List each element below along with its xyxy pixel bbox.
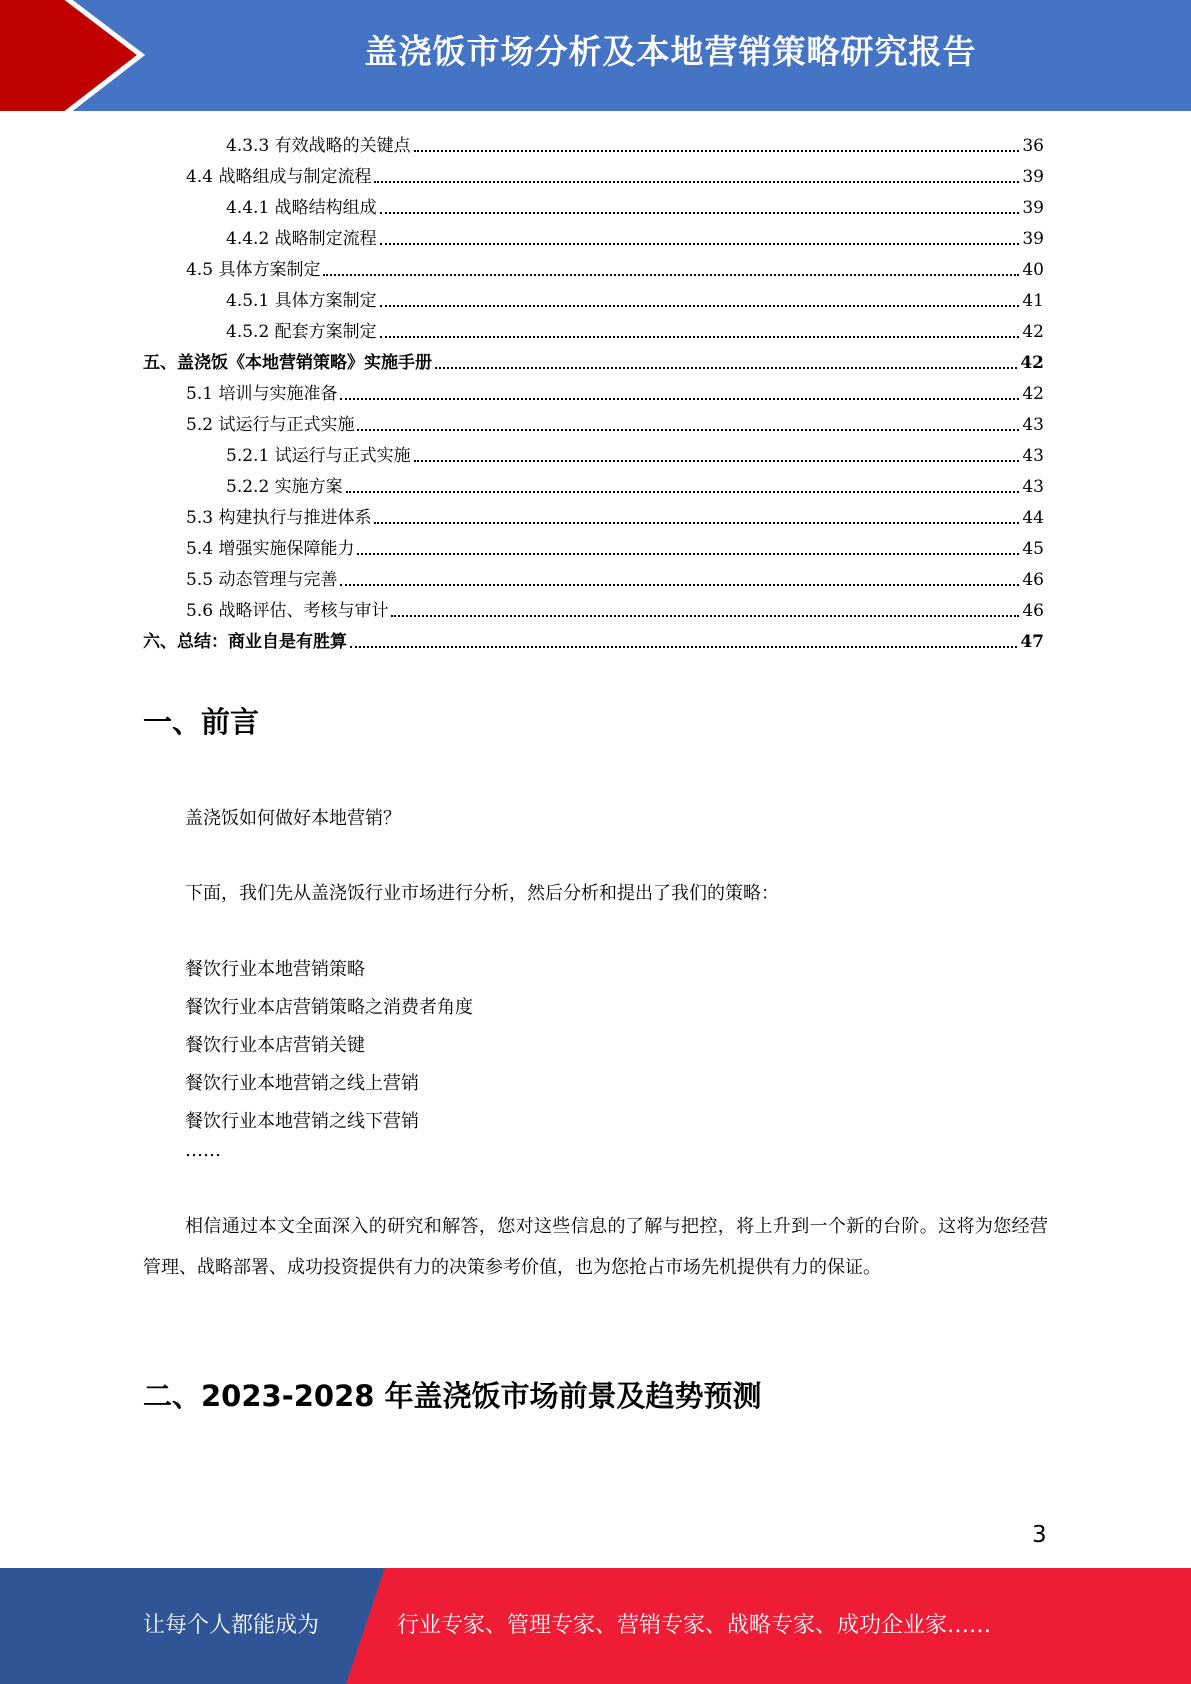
footer-slogan-right: 行业专家、管理专家、营销专家、战略专家、成功企业家…… — [397, 1613, 992, 1638]
toc-entry[interactable] — [226, 133, 1044, 157]
preface-closing: 相信通过本文全面深入的研究和解答，您对这些信息的了解与把控，将上升到一个新的台阶。这将为您经营管理、战略部署、成功投资提供有力的决策参考价值，也为您抢占市场先机提供有力的保证。 — [143, 1216, 1048, 1278]
toc-entry-page: 36 — [1022, 136, 1044, 156]
toc-entry-label: 五、盖浇饭《本地营销策略》实施手册 — [143, 353, 432, 373]
toc-entry-page: 47 — [1020, 632, 1044, 652]
toc-entry-label: 5.2.2 实施方案 — [226, 477, 343, 497]
toc-entry-label: 5.2 试运行与正式实施 — [186, 415, 355, 435]
toc-entry[interactable] — [226, 319, 1044, 343]
page-footer — [0, 1568, 1191, 1684]
chevron-decoration-icon — [0, 0, 160, 111]
toc-entry-page: 43 — [1022, 446, 1044, 466]
toc-entry-label: 4.3.3 有效战略的关键点 — [226, 136, 411, 156]
toc-entry[interactable] — [143, 350, 1044, 374]
toc-entry[interactable] — [226, 226, 1044, 250]
section-heading-forecast: 二、2023-2028 年盖浇饭市场前景及趋势预测 — [143, 1379, 762, 1413]
toc-entry-label: 4.4 战略组成与制定流程 — [186, 167, 372, 187]
toc-leader-dots — [350, 646, 1017, 648]
toc-leader-dots — [380, 243, 1020, 245]
toc-leader-dots — [340, 398, 1019, 400]
toc-entry[interactable] — [186, 164, 1044, 188]
toc-entry-page: 43 — [1022, 415, 1044, 435]
toc-entry-page: 45 — [1022, 539, 1044, 559]
toc-leader-dots — [323, 274, 1019, 276]
toc-entry-label: 4.5 具体方案制定 — [186, 260, 321, 280]
toc-entry-label: 5.6 战略评估、考核与审计 — [186, 601, 389, 621]
toc-leader-dots — [357, 429, 1019, 431]
toc-entry-page: 39 — [1022, 229, 1044, 249]
footer-slogan-left: 让每个人都能成为 — [143, 1613, 320, 1638]
toc-leader-dots — [380, 336, 1020, 338]
toc-entry-label: 5.5 动态管理与完善 — [186, 570, 338, 590]
toc-leader-dots — [414, 460, 1020, 462]
toc-entry[interactable] — [226, 195, 1044, 219]
page-number: 3 — [1032, 1522, 1047, 1548]
toc-entry-page: 41 — [1022, 291, 1044, 311]
section-heading-preface: 一、前言 — [143, 705, 260, 739]
toc-entry[interactable] — [186, 412, 1044, 436]
preface-question: 盖浇饭如何做好本地营销？ — [185, 808, 401, 829]
toc-entry[interactable] — [226, 474, 1044, 498]
toc-leader-dots — [435, 367, 1017, 369]
toc-entry[interactable] — [226, 288, 1044, 312]
page-header — [0, 0, 1191, 111]
toc-leader-dots — [357, 553, 1019, 555]
toc-entry-page: 42 — [1022, 384, 1044, 404]
list-item: 餐饮行业本地营销策略 — [185, 959, 365, 980]
list-item: 餐饮行业本地营销之线上营销 — [185, 1073, 419, 1094]
toc-entry-page: 39 — [1022, 167, 1044, 187]
toc-entry-page: 46 — [1022, 570, 1044, 590]
toc-entry-page: 42 — [1022, 322, 1044, 342]
preface-intro: 下面，我们先从盖浇饭行业市场进行分析，然后分析和提出了我们的策略： — [185, 883, 779, 904]
toc-entry-label: 5.1 培训与实施准备 — [186, 384, 338, 404]
list-item: 餐饮行业本店营销关键 — [185, 1035, 365, 1056]
toc-entry-page: 44 — [1022, 508, 1044, 528]
toc-entry[interactable] — [186, 567, 1044, 591]
toc-entry-label: 六、总结：商业自是有胜算 — [143, 632, 347, 652]
toc-entry-page: 39 — [1022, 198, 1044, 218]
toc-entry-page: 42 — [1020, 353, 1044, 373]
toc-entry[interactable] — [186, 505, 1044, 529]
toc-leader-dots — [380, 212, 1020, 214]
toc-leader-dots — [374, 522, 1019, 524]
report-title: 盖浇饭市场分析及本地营销策略研究报告 — [364, 32, 977, 71]
toc-leader-dots — [346, 491, 1020, 493]
toc-leader-dots — [414, 150, 1020, 152]
list-item: …… — [185, 1140, 221, 1161]
list-item: 餐饮行业本地营销之线下营销 — [185, 1111, 419, 1132]
toc-leader-dots — [340, 584, 1019, 586]
toc-entry-page: 40 — [1022, 260, 1044, 280]
toc-entry[interactable] — [143, 629, 1044, 653]
toc-entry-page: 43 — [1022, 477, 1044, 497]
toc-entry-label: 5.2.1 试运行与正式实施 — [226, 446, 411, 466]
toc-entry[interactable] — [186, 598, 1044, 622]
toc-entry-label: 5.3 构建执行与推进体系 — [186, 508, 372, 528]
toc-entry[interactable] — [186, 381, 1044, 405]
toc-leader-dots — [374, 181, 1019, 183]
toc-entry-label: 4.4.2 战略制定流程 — [226, 229, 377, 249]
toc-entry-label: 4.5.1 具体方案制定 — [226, 291, 377, 311]
list-item: 餐饮行业本店营销策略之消费者角度 — [185, 997, 473, 1018]
toc-entry-label: 5.4 增强实施保障能力 — [186, 539, 355, 559]
toc-leader-dots — [380, 305, 1020, 307]
toc-leader-dots — [391, 615, 1019, 617]
toc-entry[interactable] — [226, 443, 1044, 467]
toc-entry[interactable] — [186, 257, 1044, 281]
toc-entry-label: 4.4.1 战略结构组成 — [226, 198, 377, 218]
toc-entry-page: 46 — [1022, 601, 1044, 621]
toc-entry-label: 4.5.2 配套方案制定 — [226, 322, 377, 342]
toc-entry[interactable] — [186, 536, 1044, 560]
